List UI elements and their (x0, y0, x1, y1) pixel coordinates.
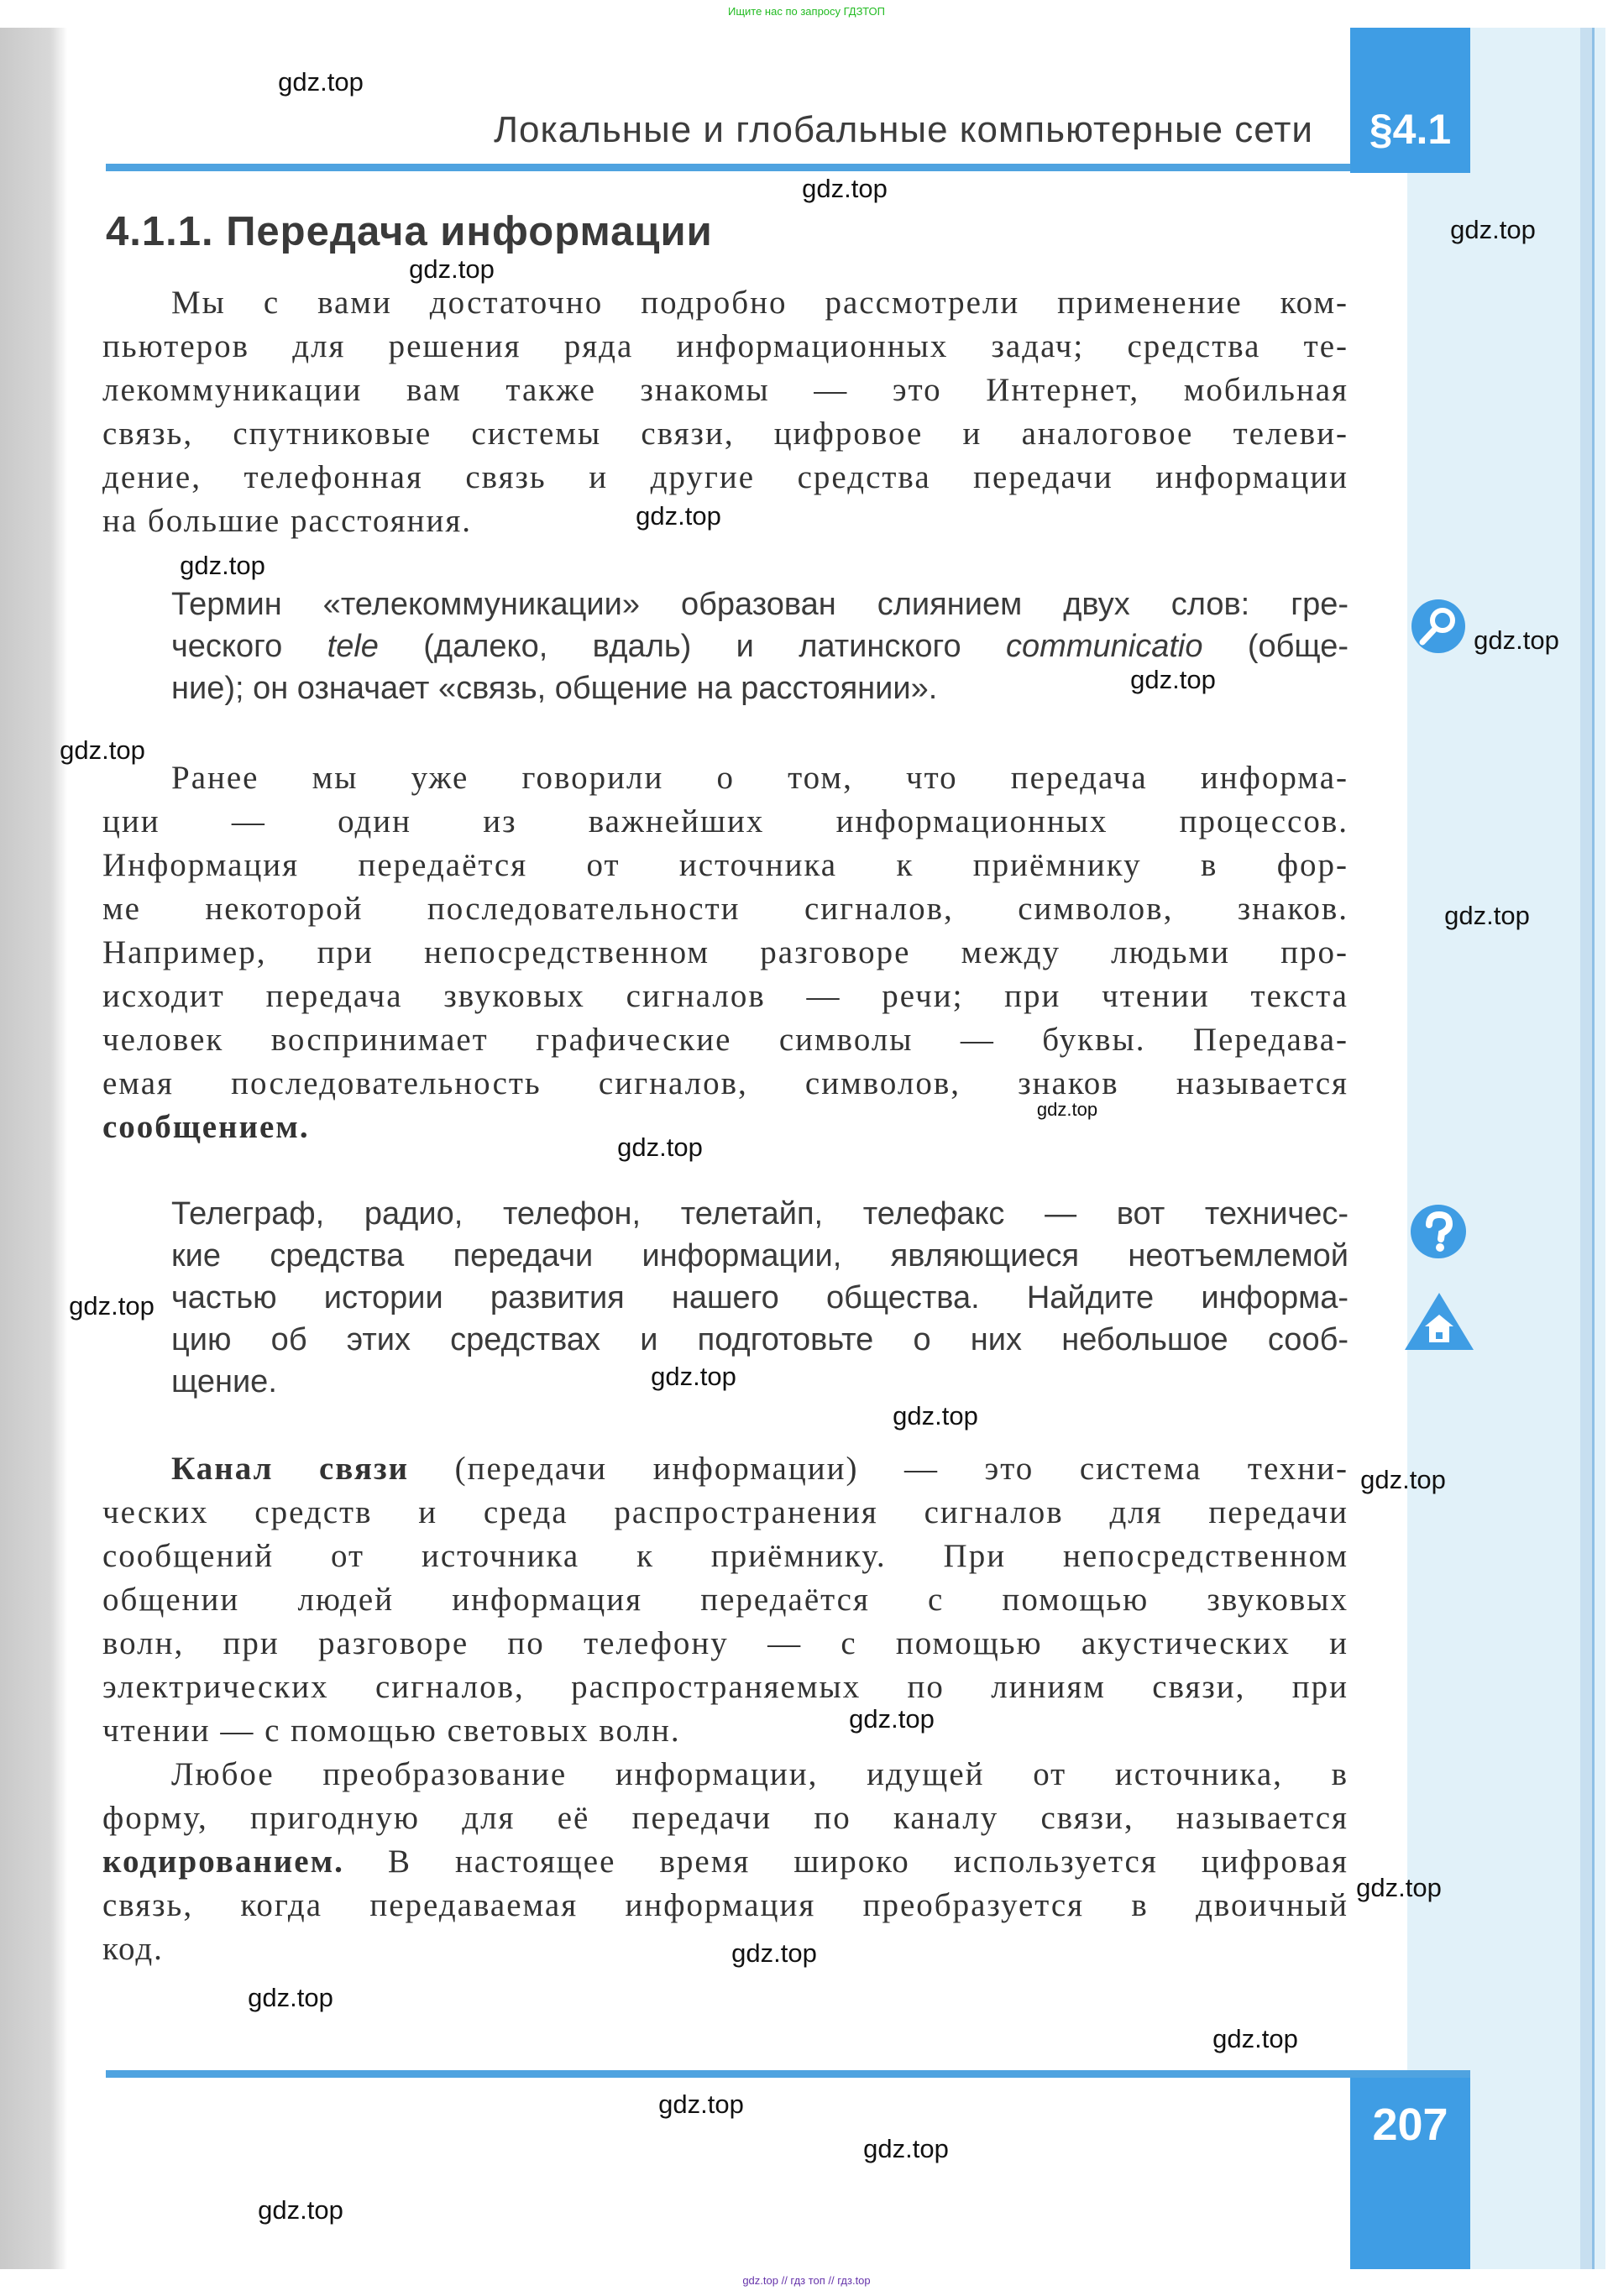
text-segment: ме некоторой последовательности сигналов, символов, знаков. (102, 891, 1349, 927)
text-line (102, 1666, 1349, 1709)
footer-rule (106, 2070, 1470, 2078)
watermark: gdz.top (893, 1401, 978, 1430)
text-line (102, 1491, 1349, 1535)
text-segment: человек воспринимает графические символы — буквы. Передава- (102, 1022, 1349, 1058)
text-segment: форму, пригодную для её передачи по каналу связи, называется (102, 1800, 1349, 1836)
bottom-footer-note: gdz.top // гдз топ // гдз.top (742, 2274, 871, 2287)
text-segment: электрических сигналов, распространяемых по линиям связи, при (102, 1669, 1349, 1705)
text-line (171, 1361, 1349, 1403)
text-segment: (обще- (1202, 629, 1349, 664)
magnifier-icon (1411, 599, 1466, 654)
watermark: gdz.top (1360, 1465, 1446, 1494)
text-segment: код. (102, 1931, 164, 1967)
text-segment: общении людей информация передаётся с помощью звуковых (102, 1582, 1349, 1618)
watermark: gdz.top (1036, 1099, 1098, 1120)
text-line (102, 1884, 1349, 1927)
text-segment: сообщений от источника к приёмнику. При непосредственном (102, 1538, 1349, 1574)
text-segment: В настоящее время широко используется цифровая (343, 1844, 1349, 1880)
watermark: gdz.top (658, 2089, 744, 2119)
italic-text: tele (327, 629, 379, 664)
text-segment: (далеко, вдаль) и латинского (378, 629, 1007, 664)
watermark: gdz.top (1212, 2024, 1298, 2053)
note-task (171, 1193, 1349, 1403)
italic-text: communicatio (1006, 629, 1203, 664)
header-rule (106, 164, 1350, 171)
text-line (171, 1193, 1349, 1235)
bold-text: Канал связи (171, 1451, 410, 1487)
paragraph-message (102, 756, 1349, 1149)
watermark: gdz.top (651, 1362, 736, 1391)
watermark: gdz.top (1444, 901, 1530, 930)
text-segment: цию об этих средствах и подготовьте о них небольшое сооб- (171, 1322, 1349, 1357)
watermark: gdz.top (802, 174, 888, 203)
watermark: gdz.top (180, 551, 265, 580)
watermark: gdz.top (248, 1983, 333, 2012)
watermark: gdz.top (1130, 665, 1216, 694)
text-segment: связь, спутниковые системы связи, цифровое и аналоговое телеви- (102, 416, 1349, 452)
text-line (102, 1709, 1349, 1753)
page-number: 207 (1372, 2100, 1448, 2150)
page-edge (1580, 28, 1595, 2269)
text-segment: чтении — с помощью световых волн. (102, 1713, 681, 1749)
paragraph-intro (102, 281, 1349, 543)
text-line (102, 844, 1349, 887)
watermark: gdz.top (731, 1938, 817, 1968)
text-line (171, 1277, 1349, 1319)
text-line (102, 1062, 1349, 1106)
watermark: gdz.top (1356, 1873, 1442, 1902)
text-line (102, 1797, 1349, 1840)
text-line (102, 756, 1349, 800)
text-line (102, 800, 1349, 844)
text-segment: Ранее мы уже говорили о том, что передача информа- (171, 760, 1349, 796)
chapter-title: Локальные и глобальные компьютерные сети (494, 109, 1313, 150)
text-segment: Например, при непосредственном разговоре между людьми про- (102, 934, 1349, 970)
text-segment: частью истории развития нашего общества. Найдите информа- (171, 1280, 1349, 1315)
text-line (102, 456, 1349, 499)
watermark: gdz.top (409, 254, 495, 284)
text-line (102, 887, 1349, 931)
bold-text: сообщением. (102, 1109, 310, 1145)
text-line (102, 1927, 1349, 1971)
watermark: gdz.top (60, 735, 145, 765)
watermark: gdz.top (1474, 625, 1559, 655)
watermark: gdz.top (849, 1704, 935, 1734)
text-line (171, 625, 1349, 667)
margin-column (1407, 28, 1605, 2269)
watermark: gdz.top (258, 2195, 343, 2225)
section-number: §4.1 (1369, 106, 1452, 153)
text-segment: Любое преобразование информации, идущей от источника, в (171, 1756, 1349, 1792)
text-segment: пьютеров для решения ряда информационных задач; средства те- (102, 328, 1349, 364)
text-line (171, 583, 1349, 625)
text-segment: щение. (171, 1364, 277, 1399)
text-line (102, 1753, 1349, 1797)
text-line (171, 1235, 1349, 1277)
text-line (102, 369, 1349, 412)
text-segment: ции — один из важнейших информационных процессов. (102, 803, 1349, 839)
paragraph-channel (102, 1447, 1349, 1753)
text-segment: исходит передача звуковых сигналов — речи; при чтении текста (102, 978, 1349, 1014)
question-icon (1411, 1204, 1466, 1259)
text-line (102, 325, 1349, 369)
page-gutter-shadow (0, 28, 67, 2269)
watermark: gdz.top (636, 501, 721, 531)
text-segment: лекоммуникации вам также знакомы — это Интернет, мобильная (102, 372, 1349, 408)
text-segment: (передачи информации) — это система техни- (409, 1451, 1349, 1487)
text-line (102, 975, 1349, 1018)
top-banner-note: Ищите нас по запросу ГДЗТОП (727, 5, 885, 18)
text-line (102, 1578, 1349, 1622)
text-segment: Термин «телекоммуникации» образован слиянием двух слов: гре- (171, 587, 1349, 622)
text-segment: дение, телефонная связь и другие средства передачи информации (102, 459, 1349, 495)
watermark: gdz.top (1450, 215, 1536, 244)
text-line (102, 1018, 1349, 1062)
text-segment: ние); он означает «связь, общение на расстоянии». (171, 671, 938, 706)
text-segment: Телеграф, радио, телефон, телетайп, телефакс — вот техничес- (171, 1196, 1349, 1232)
text-segment: емая последовательность сигналов, символов, знаков называется (102, 1065, 1349, 1101)
text-segment: связь, когда передаваемая информация преобразуется в двоичный (102, 1887, 1349, 1923)
text-line (102, 931, 1349, 975)
text-line (102, 281, 1349, 325)
text-line (102, 1106, 1349, 1149)
text-line (171, 1319, 1349, 1361)
watermark: gdz.top (69, 1291, 154, 1321)
watermark: gdz.top (863, 2134, 949, 2163)
text-segment: волн, при разговоре по телефону — с помощью акустических и (102, 1625, 1349, 1661)
text-segment: кие средства передачи информации, являющиеся неотъемлемой (171, 1238, 1349, 1274)
bold-text: кодированием. (102, 1844, 344, 1880)
text-segment: Мы с вами достаточно подробно рассмотрели применение ком- (171, 285, 1349, 321)
text-line (102, 1447, 1349, 1491)
text-line (102, 1535, 1349, 1578)
paragraph-coding (102, 1753, 1349, 1971)
text-line (102, 1840, 1349, 1884)
watermark: gdz.top (617, 1132, 703, 1162)
home-icon (1405, 1293, 1474, 1352)
text-line (102, 1622, 1349, 1666)
text-segment: ческих средств и среда распространения сигналов для передачи (102, 1494, 1349, 1530)
text-segment: на большие расстояния. (102, 503, 473, 539)
page-heading: 4.1.1. Передача информации (106, 209, 713, 254)
watermark: gdz.top (278, 67, 364, 97)
text-line (102, 412, 1349, 456)
text-segment: Информация передаётся от источника к приёмнику в фор- (102, 847, 1349, 883)
text-line (102, 499, 1349, 543)
text-segment: ческого (171, 629, 327, 664)
